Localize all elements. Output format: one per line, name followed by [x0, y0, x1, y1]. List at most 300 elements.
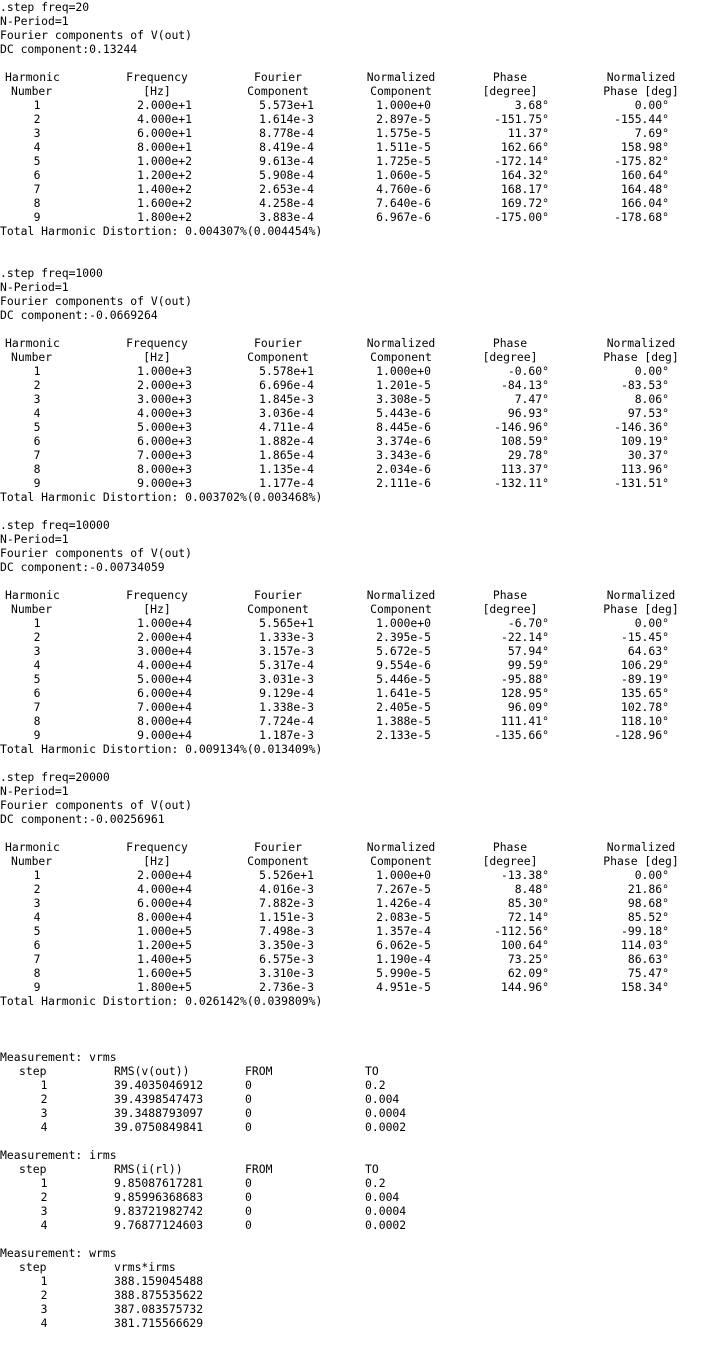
normalized-component-value: 1.060e-5	[376, 168, 431, 182]
table-row	[0, 910, 702, 924]
table-row	[0, 378, 702, 392]
from-value: 0	[245, 1078, 252, 1092]
harmonic-number: 6	[33, 938, 41, 952]
frequency-value: 1.000e+4	[137, 616, 192, 630]
table-header-row	[0, 854, 702, 868]
normalized-phase-value: 102.78°	[620, 700, 669, 714]
harmonic-number: 6	[33, 686, 41, 700]
normalized-component-value: 6.967e-6	[376, 210, 431, 224]
normalized-component-value: 1.641e-5	[376, 686, 431, 700]
harmonic-number: 1	[33, 98, 41, 112]
fourier-header: Fourier	[253, 840, 302, 854]
phase-header: [degree]	[482, 602, 538, 616]
step-line: .step freq=10000	[0, 518, 110, 532]
fourier-component-value: 1.338e-3	[259, 700, 314, 714]
fourier-component-value: 3.036e-4	[259, 406, 314, 420]
harmonic-number: 2	[33, 630, 41, 644]
fourier-component-value: 9.129e-4	[259, 686, 314, 700]
measure-value: 9.85087617281	[114, 1176, 204, 1190]
measurement-row	[0, 1302, 702, 1316]
blank-line	[0, 238, 702, 252]
fourier-component-value: 5.526e+1	[259, 868, 314, 882]
harmonic-number: 4	[33, 658, 41, 672]
measurement-row	[0, 1176, 702, 1190]
measurement-header-row	[0, 1064, 702, 1078]
fourier-title: Fourier components of V(out)	[0, 28, 193, 42]
fourier-component-value: 5.317e-4	[259, 658, 314, 672]
normalized-component-value: 1.725e-5	[376, 154, 431, 168]
phase-value: 11.37°	[507, 126, 549, 140]
fourier-component-value: 1.135e-4	[259, 462, 314, 476]
frequency-value: 6.000e+3	[137, 434, 192, 448]
normalized-phase-value: 166.04°	[620, 196, 669, 210]
step-number: 3	[40, 1302, 48, 1316]
fourier-section	[0, 0, 702, 238]
frequency-value: 1.400e+2	[137, 182, 192, 196]
normalized-phase-value: 109.19°	[620, 434, 669, 448]
harmonic-number: 3	[33, 644, 41, 658]
normalized-component-value: 5.446e-5	[376, 672, 431, 686]
frequency-value: 2.000e+1	[137, 98, 192, 112]
to-value: 0.0004	[365, 1204, 407, 1218]
normalized-component-value: 5.443e-6	[376, 406, 431, 420]
fourier-component-value: 3.350e-3	[259, 938, 314, 952]
measurement-row	[0, 1190, 702, 1204]
phase-value: 72.14°	[507, 910, 549, 924]
to-value: 0.004	[365, 1190, 400, 1204]
blank-line	[0, 1008, 702, 1022]
frequency-value: 8.000e+4	[137, 714, 192, 728]
harmonic-number: 7	[33, 700, 41, 714]
measure-header: RMS(i(rl))	[114, 1162, 183, 1176]
phase-value: 8.48°	[514, 882, 549, 896]
fourier-component-value: 5.565e+1	[259, 616, 314, 630]
dc-component: DC component:-0.00256961	[0, 812, 165, 826]
normalized-phase-value: 0.00°	[634, 364, 669, 378]
fourier-component-value: 1.333e-3	[259, 630, 314, 644]
phase-value: -6.70°	[507, 616, 549, 630]
normalized-phase-value: -128.96°	[614, 728, 669, 742]
normalized-header: Component	[370, 602, 432, 616]
to-value: 0.0002	[365, 1218, 407, 1232]
to-value: 0.2	[365, 1078, 386, 1092]
normalized-header: Normalized	[366, 840, 436, 854]
phase-value: 144.96°	[500, 980, 549, 994]
phase-value: 108.59°	[500, 434, 549, 448]
phase-value: 164.32°	[500, 168, 549, 182]
phase-value: -146.96°	[494, 420, 549, 434]
normalized-component-value: 5.990e-5	[376, 966, 431, 980]
measurement-block	[0, 1050, 702, 1134]
frequency-value: 1.600e+2	[137, 196, 192, 210]
table-row	[0, 420, 702, 434]
normalized-phase-header: Phase [deg]	[603, 350, 679, 364]
frequency-value: 2.000e+3	[137, 378, 192, 392]
from-value: 0	[245, 1218, 252, 1232]
measure-value: 388.875535622	[114, 1288, 204, 1302]
normalized-component-value: 1.575e-5	[376, 126, 431, 140]
step-number: 4	[40, 1120, 48, 1134]
normalized-component-value: 4.760e-6	[376, 182, 431, 196]
fourier-section	[0, 770, 702, 1008]
measure-header: RMS(v(out))	[114, 1064, 190, 1078]
harmonic-number: 9	[33, 210, 41, 224]
fourier-component-value: 3.157e-3	[259, 644, 314, 658]
fourier-component-value: 7.498e-3	[259, 924, 314, 938]
dc-component: DC component:-0.0669264	[0, 308, 158, 322]
frequency-value: 1.200e+2	[137, 168, 192, 182]
frequency-value: 5.000e+3	[137, 420, 192, 434]
frequency-header: [Hz]	[143, 602, 171, 616]
fourier-component-value: 2.653e-4	[259, 182, 314, 196]
step-header: step	[19, 1260, 47, 1274]
measurement-header-row	[0, 1162, 702, 1176]
frequency-header: Frequency	[126, 336, 188, 350]
phase-header: Phase	[492, 588, 528, 602]
from-header: FROM	[245, 1162, 273, 1176]
harmonic-number: 8	[33, 462, 41, 476]
fourier-component-value: 1.865e-4	[259, 448, 314, 462]
table-header-row	[0, 70, 702, 84]
table-row	[0, 686, 702, 700]
total-harmonic-distortion: Total Harmonic Distortion: 0.026142%(0.039809%)	[0, 994, 323, 1008]
measurement-title: Measurement: wrms	[0, 1246, 117, 1260]
step-number: 4	[40, 1218, 48, 1232]
n-period-line: N-Period=1	[0, 784, 69, 798]
table-row	[0, 672, 702, 686]
harmonic-number: 8	[33, 196, 41, 210]
table-row	[0, 882, 702, 896]
table-row	[0, 392, 702, 406]
from-value: 0	[245, 1092, 252, 1106]
total-harmonic-distortion: Total Harmonic Distortion: 0.003702%(0.003468%)	[0, 490, 323, 504]
table-row	[0, 196, 702, 210]
measure-value: 9.76877124603	[114, 1218, 204, 1232]
step-line: .step freq=20	[0, 0, 90, 14]
fourier-component-value: 4.016e-3	[259, 882, 314, 896]
to-value: 0.0002	[365, 1120, 407, 1134]
table-row	[0, 448, 702, 462]
normalized-phase-value: 0.00°	[634, 616, 669, 630]
fourier-component-value: 8.419e-4	[259, 140, 314, 154]
harmonic-number: 7	[33, 448, 41, 462]
to-value: 0.2	[365, 1176, 386, 1190]
measure-header: vrms*irms	[114, 1260, 176, 1274]
fourier-section	[0, 518, 702, 756]
fourier-header: Component	[247, 854, 309, 868]
fourier-component-value: 3.883e-4	[259, 210, 314, 224]
measure-value: 39.4035046912	[114, 1078, 204, 1092]
harmonic-number: 4	[33, 910, 41, 924]
normalized-header: Normalized	[366, 588, 436, 602]
normalized-component-value: 3.308e-5	[376, 392, 431, 406]
to-value: 0.004	[365, 1092, 400, 1106]
table-row	[0, 630, 702, 644]
blank-line	[0, 574, 702, 588]
normalized-phase-header: Normalized	[606, 840, 676, 854]
measurement-row	[0, 1092, 702, 1106]
frequency-value: 1.000e+2	[137, 154, 192, 168]
step-number: 3	[40, 1204, 48, 1218]
normalized-phase-value: 85.52°	[627, 910, 669, 924]
normalized-phase-header: Phase [deg]	[603, 84, 679, 98]
blank-line	[0, 322, 702, 336]
frequency-value: 8.000e+4	[137, 910, 192, 924]
normalized-phase-value: 0.00°	[634, 868, 669, 882]
measurement-header-row	[0, 1260, 702, 1274]
normalized-phase-value: 114.03°	[620, 938, 669, 952]
table-row	[0, 476, 702, 490]
frequency-value: 1.800e+5	[137, 980, 192, 994]
table-row	[0, 658, 702, 672]
normalized-component-value: 2.897e-5	[376, 112, 431, 126]
normalized-component-value: 6.062e-5	[376, 938, 431, 952]
measure-value: 381.715566629	[114, 1316, 204, 1330]
to-header: TO	[365, 1162, 379, 1176]
from-value: 0	[245, 1106, 252, 1120]
normalized-component-value: 1.357e-4	[376, 924, 431, 938]
harmonic-number: 8	[33, 966, 41, 980]
fourier-component-value: 6.696e-4	[259, 378, 314, 392]
phase-value: 113.37°	[500, 462, 549, 476]
frequency-value: 1.200e+5	[137, 938, 192, 952]
frequency-value: 2.000e+4	[137, 630, 192, 644]
measurement-row	[0, 1316, 702, 1330]
harmonic-header: Number	[11, 350, 53, 364]
fourier-component-value: 8.778e-4	[259, 126, 314, 140]
harmonic-number: 4	[33, 406, 41, 420]
normalized-component-value: 2.083e-5	[376, 910, 431, 924]
phase-value: 96.93°	[507, 406, 549, 420]
from-value: 0	[245, 1190, 252, 1204]
frequency-value: 4.000e+3	[137, 406, 192, 420]
step-header: step	[19, 1162, 47, 1176]
fourier-component-value: 1.882e-4	[259, 434, 314, 448]
table-row	[0, 938, 702, 952]
step-number: 2	[40, 1288, 48, 1302]
fourier-component-value: 2.736e-3	[259, 980, 314, 994]
blank-line	[0, 504, 702, 518]
table-row	[0, 364, 702, 378]
step-line: .step freq=20000	[0, 770, 110, 784]
phase-value: -84.13°	[500, 378, 549, 392]
step-number: 2	[40, 1092, 48, 1106]
frequency-header: Frequency	[126, 588, 188, 602]
harmonic-number: 7	[33, 952, 41, 966]
frequency-value: 2.000e+4	[137, 868, 192, 882]
step-header: step	[19, 1064, 47, 1078]
harmonic-number: 7	[33, 182, 41, 196]
blank-line	[0, 826, 702, 840]
normalized-phase-value: 106.29°	[620, 658, 669, 672]
normalized-component-value: 9.554e-6	[376, 658, 431, 672]
normalized-phase-value: 135.65°	[620, 686, 669, 700]
dc-component: DC component:-0.00734059	[0, 560, 165, 574]
from-header: FROM	[245, 1064, 273, 1078]
normalized-phase-value: -178.68°	[614, 210, 669, 224]
blank-line	[0, 56, 702, 70]
harmonic-header: Number	[11, 854, 53, 868]
measurement-block	[0, 1148, 702, 1232]
table-row	[0, 924, 702, 938]
harmonic-number: 2	[33, 378, 41, 392]
phase-value: -0.60°	[507, 364, 549, 378]
harmonic-header: Harmonic	[5, 840, 60, 854]
table-row	[0, 896, 702, 910]
normalized-component-value: 1.000e+0	[376, 364, 431, 378]
fourier-component-value: 5.573e+1	[259, 98, 314, 112]
harmonic-header: Number	[11, 84, 53, 98]
table-row	[0, 700, 702, 714]
normalized-phase-value: -99.18°	[620, 924, 669, 938]
table-header-row	[0, 84, 702, 98]
normalized-phase-value: 158.98°	[620, 140, 669, 154]
table-row	[0, 644, 702, 658]
phase-value: 128.95°	[500, 686, 549, 700]
normalized-phase-value: 64.63°	[627, 644, 669, 658]
normalized-component-value: 2.133e-5	[376, 728, 431, 742]
table-row	[0, 210, 702, 224]
normalized-phase-value: 118.10°	[620, 714, 669, 728]
table-row	[0, 616, 702, 630]
fourier-header: Fourier	[253, 70, 302, 84]
normalized-phase-value: -146.36°	[614, 420, 669, 434]
phase-value: -151.75°	[494, 112, 549, 126]
phase-value: 29.78°	[507, 448, 549, 462]
harmonic-number: 4	[33, 140, 41, 154]
phase-value: 96.09°	[507, 700, 549, 714]
normalized-component-value: 1.201e-5	[376, 378, 431, 392]
phase-header: Phase	[492, 70, 528, 84]
measurement-row	[0, 1106, 702, 1120]
fourier-title: Fourier components of V(out)	[0, 798, 193, 812]
fourier-component-value: 9.613e-4	[259, 154, 314, 168]
frequency-value: 1.600e+5	[137, 966, 192, 980]
phase-value: 73.25°	[507, 952, 549, 966]
harmonic-header: Number	[11, 602, 53, 616]
normalized-phase-value: 0.00°	[634, 98, 669, 112]
phase-value: 85.30°	[507, 896, 549, 910]
frequency-value: 9.000e+4	[137, 728, 192, 742]
phase-header: [degree]	[482, 350, 538, 364]
frequency-value: 6.000e+4	[137, 686, 192, 700]
normalized-phase-value: 86.63°	[627, 952, 669, 966]
frequency-value: 7.000e+4	[137, 700, 192, 714]
normalized-phase-value: 113.96°	[620, 462, 669, 476]
measurement-row	[0, 1120, 702, 1134]
normalized-component-value: 8.445e-6	[376, 420, 431, 434]
fourier-header: Component	[247, 84, 309, 98]
harmonic-number: 5	[33, 672, 41, 686]
phase-value: 99.59°	[507, 658, 549, 672]
normalized-phase-value: 98.68°	[627, 896, 669, 910]
normalized-component-value: 1.000e+0	[376, 98, 431, 112]
harmonic-number: 5	[33, 420, 41, 434]
normalized-component-value: 1.426e-4	[376, 896, 431, 910]
measurement-row	[0, 1288, 702, 1302]
normalized-phase-value: 164.48°	[620, 182, 669, 196]
fourier-component-value: 1.187e-3	[259, 728, 314, 742]
normalized-phase-header: Normalized	[606, 336, 676, 350]
fourier-component-value: 7.724e-4	[259, 714, 314, 728]
blank-line	[0, 1022, 702, 1036]
normalized-component-value: 1.000e+0	[376, 868, 431, 882]
phase-value: 169.72°	[500, 196, 549, 210]
harmonic-number: 1	[33, 868, 41, 882]
normalized-phase-header: Phase [deg]	[603, 854, 679, 868]
step-number: 3	[40, 1106, 48, 1120]
fourier-header: Fourier	[253, 336, 302, 350]
fourier-component-value: 1.177e-4	[259, 476, 314, 490]
step-line: .step freq=1000	[0, 266, 103, 280]
harmonic-number: 1	[33, 364, 41, 378]
phase-value: -22.14°	[500, 630, 549, 644]
harmonic-number: 2	[33, 882, 41, 896]
normalized-phase-header: Phase [deg]	[603, 602, 679, 616]
phase-value: 3.68°	[514, 98, 549, 112]
frequency-value: 3.000e+4	[137, 644, 192, 658]
fourier-component-value: 4.258e-4	[259, 196, 314, 210]
frequency-value: 9.000e+3	[137, 476, 192, 490]
phase-value: 7.47°	[514, 392, 549, 406]
normalized-component-value: 1.000e+0	[376, 616, 431, 630]
normalized-phase-value: -15.45°	[620, 630, 669, 644]
normalized-header: Component	[370, 350, 432, 364]
fourier-component-value: 1.845e-3	[259, 392, 314, 406]
table-row	[0, 434, 702, 448]
phase-value: 57.94°	[507, 644, 549, 658]
phase-value: -132.11°	[494, 476, 549, 490]
phase-value: 162.66°	[500, 140, 549, 154]
frequency-value: 8.000e+1	[137, 140, 192, 154]
table-row	[0, 868, 702, 882]
table-row	[0, 112, 702, 126]
step-number: 1	[40, 1176, 48, 1190]
harmonic-number: 9	[33, 476, 41, 490]
dc-component: DC component:0.13244	[0, 42, 138, 56]
frequency-value: 3.000e+3	[137, 392, 192, 406]
harmonic-number: 8	[33, 714, 41, 728]
total-harmonic-distortion: Total Harmonic Distortion: 0.009134%(0.013409%)	[0, 742, 323, 756]
measurement-row	[0, 1204, 702, 1218]
normalized-component-value: 7.640e-6	[376, 196, 431, 210]
table-row	[0, 126, 702, 140]
table-header-row	[0, 336, 702, 350]
phase-value: -13.38°	[500, 868, 549, 882]
fourier-section	[0, 266, 702, 504]
frequency-header: Frequency	[126, 840, 188, 854]
normalized-header: Component	[370, 84, 432, 98]
harmonic-number: 6	[33, 434, 41, 448]
normalized-phase-value: 160.64°	[620, 168, 669, 182]
table-row	[0, 714, 702, 728]
normalized-component-value: 2.405e-5	[376, 700, 431, 714]
to-header: TO	[365, 1064, 379, 1078]
phase-value: -175.00°	[494, 210, 549, 224]
phase-value: 100.64°	[500, 938, 549, 952]
normalized-phase-value: -175.82°	[614, 154, 669, 168]
frequency-value: 4.000e+4	[137, 882, 192, 896]
n-period-line: N-Period=1	[0, 14, 69, 28]
frequency-header: [Hz]	[143, 854, 171, 868]
measure-value: 387.083575732	[114, 1302, 204, 1316]
measure-value: 9.85996368683	[114, 1190, 204, 1204]
n-period-line: N-Period=1	[0, 532, 69, 546]
from-value: 0	[245, 1120, 252, 1134]
harmonic-number: 1	[33, 616, 41, 630]
table-row	[0, 462, 702, 476]
frequency-value: 1.000e+3	[137, 364, 192, 378]
